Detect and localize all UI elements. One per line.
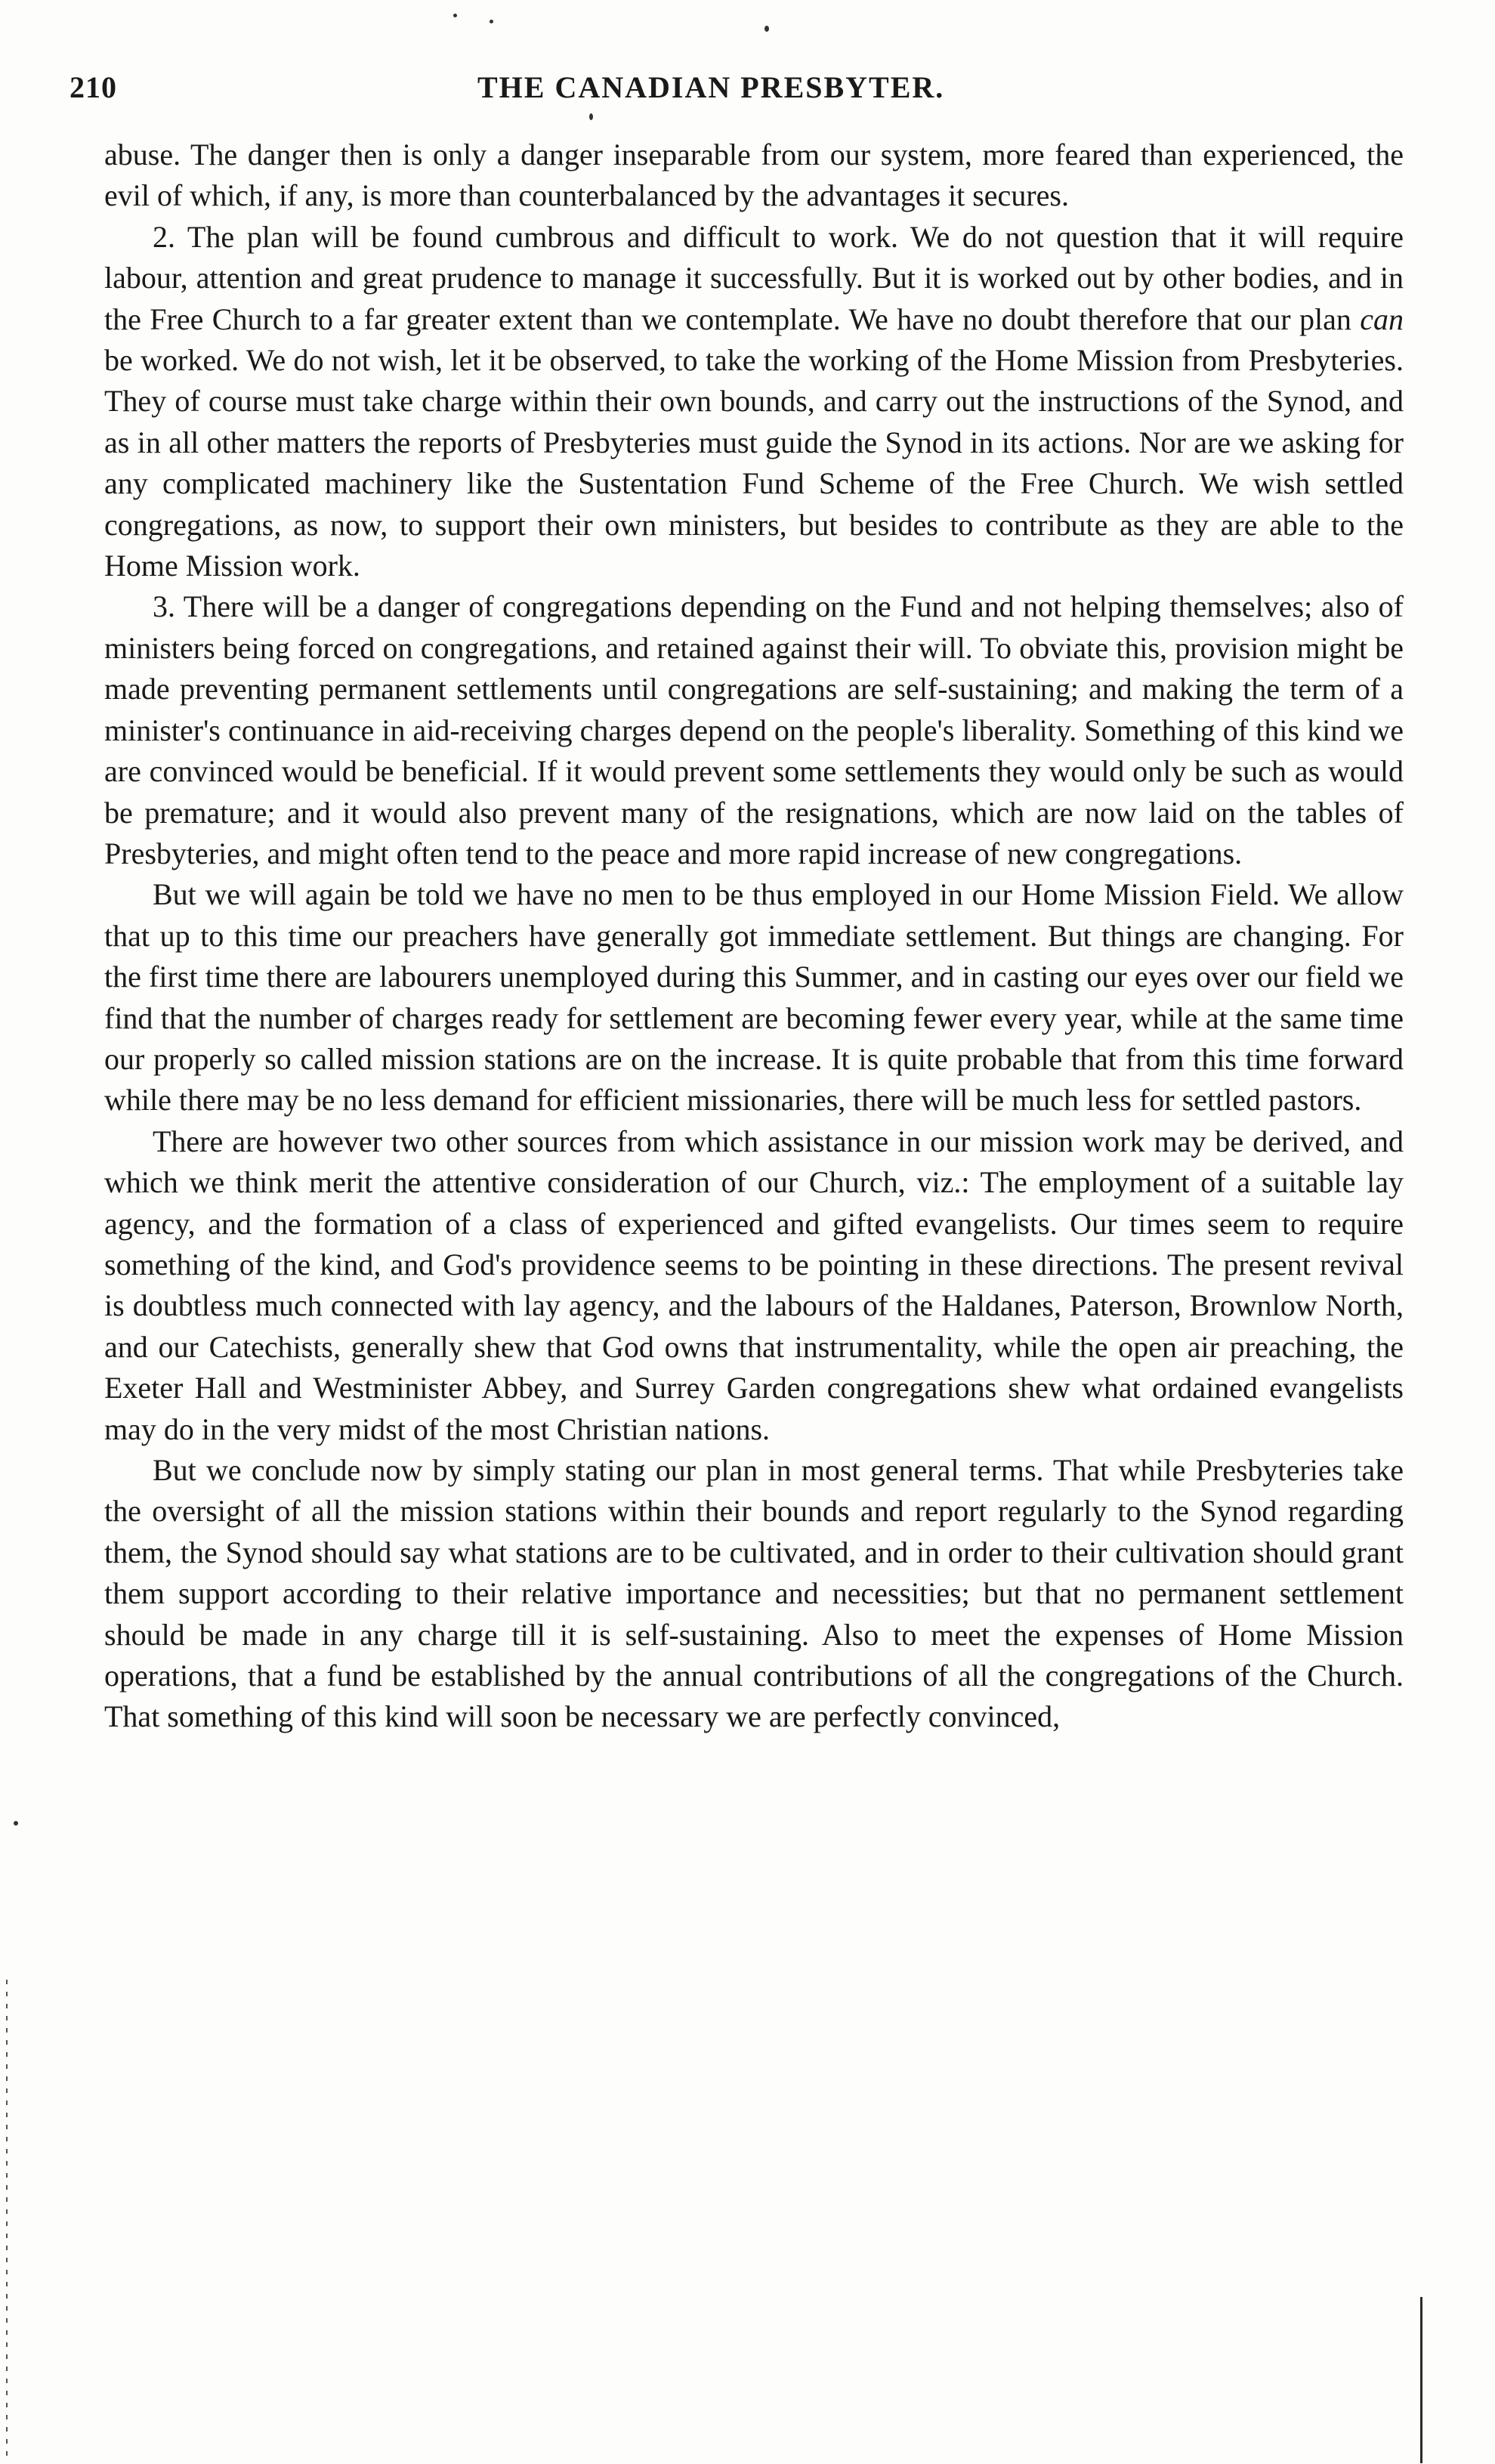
scan-speck xyxy=(14,1821,18,1826)
body-paragraph xyxy=(104,134,1404,217)
paragraph-text: But we conclude now by simply stating our plan in most general terms. That while Presbyteries take the oversight of all the mission stations within their bounds and report regularly to the Synod regarding them, the Synod should say what stations are to be cultivated, and in order to their cultivation should grant them support according to their relative importance and necessities; but that no permanent settlement should be made in any charge till it is self-sustaining. Also to meet the expenses of Home Mission operations, that a fund be established by the annual contributions of all the congregations of the Church. That something of this kind will soon be necessary we are perfectly convinced, xyxy=(104,1453,1404,1734)
body-paragraph xyxy=(104,874,1404,1121)
article-body xyxy=(104,134,1404,1738)
page-number: 210 xyxy=(69,70,117,104)
paragraph-text: abuse. The danger then is only a danger inseparable from our system, more feared than experienced, the evil of which, if any, is more than counterbalanced by the advantages it secures. xyxy=(104,138,1404,213)
page-header xyxy=(69,70,1429,115)
paragraph-text: be worked. We do not wish, let it be observed, to take the working of the Home Mission from Presbyteries. They of course must take charge within their own bounds, and carry out the instructions of the Synod, and as in all other matters the reports of Presbyteries must guide the Synod in its actions. Nor are we asking for any complicated machinery like the Sustentation Fund Scheme of the Free Church. We wish settled congregations, as now, to support their own ministers, but besides to contribute as they are able to the Home Mission work. xyxy=(104,343,1404,583)
body-paragraph xyxy=(104,1450,1404,1738)
edge-artifact xyxy=(6,1980,8,2463)
margin-rule xyxy=(1420,2297,1422,2463)
running-title: THE CANADIAN PRESBYTER. xyxy=(477,70,945,104)
scan-speck xyxy=(453,14,457,17)
body-paragraph xyxy=(104,586,1404,874)
paragraph-text: But we will again be told we have no men to be thus employed in our Home Mission Field. We allow that up to this time our preachers have generally got immediate settlement. But things are changing. For the first time there are labourers unemployed during this Summer, and in casting our eyes over our field we find that the number of charges ready for settlement are becoming fewer every year, while at the same time our properly so called mission stations are on the increase. It is quite probable that from this time forward while there may be no less demand for efficient missionaries, there will be much less for settled pastors. xyxy=(104,877,1404,1118)
italic-text: can xyxy=(1360,301,1404,336)
scan-speck xyxy=(490,20,493,23)
body-paragraph xyxy=(104,1121,1404,1450)
body-paragraph xyxy=(104,217,1404,587)
scan-speck xyxy=(764,26,769,32)
paragraph-text: There are however two other sources from which assistance in our mission work may be derived, and which we think merit the attentive consideration of our Church, viz.: The employment of a suitable lay agency, and the formation of a class of experienced and gifted evangelists. Our times seem to require something of the kind, and God's providence seems to be pointing in these directions. The present revival is doubtless much connected with lay agency, and the labours of the Haldanes, Paterson, Brownlow North, and our Catechists, generally shew that God owns that instrumentality, while the open air preaching, the Exeter Hall and Westminister Abbey, and Surrey Garden congregations shew what ordained evangelists may do in the very midst of the most Christian nations. xyxy=(104,1124,1404,1446)
paragraph-text: 2. The plan will be found cumbrous and difficult to work. We do not question that it will require labour, attention and great prudence to manage it successfully. But it is worked out by other bodies, and in the Free Church to a far greater extent than we contemplate. We have no doubt therefore that our plan xyxy=(104,219,1404,336)
paragraph-text: 3. There will be a danger of congregations depending on the Fund and not helping themselves; also of ministers being forced on congregations, and retained against their will. To obviate this, provision might be made preventing permanent settlements until congregations are self-sustaining; and making the term of a minister's continuance in aid-receiving charges depend on the people's liberality. Something of this kind we are convinced would be beneficial. If it would prevent some settlements they would only be such as would be premature; and it would also prevent many of the resignations, which are now laid on the tables of Presbyteries, and might often tend to the peace and more rapid increase of new congregations. xyxy=(104,589,1404,870)
